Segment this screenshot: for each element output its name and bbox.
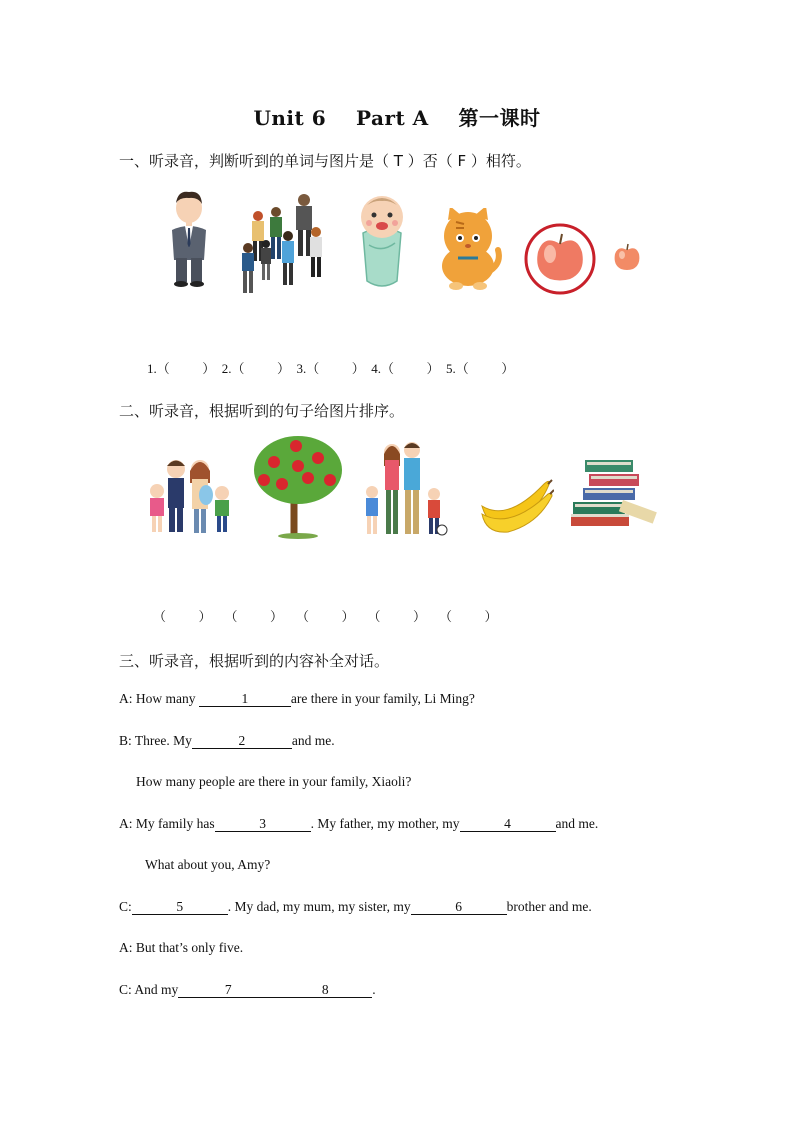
dialogue-line-7: [119, 940, 243, 956]
section-3-heading: 三、听录音，根据听到的内容补全对话。: [119, 652, 390, 670]
line-text: How many people are there in your family, Xiaoli?: [136, 774, 412, 789]
orange-cat-icon: [428, 208, 504, 290]
line-text: .: [372, 982, 376, 997]
blank-2[interactable]: 2: [192, 734, 292, 749]
dialogue-line-4: [119, 816, 598, 832]
line-text: A: But that’s only five.: [119, 940, 244, 955]
line-text: A: How many: [119, 691, 199, 706]
line-text: and me.: [555, 816, 599, 831]
line-text: A: My family has: [119, 816, 215, 831]
line-text: B: Three. My: [119, 733, 192, 748]
blank-7[interactable]: 7: [178, 983, 278, 998]
section-2-heading: 二、听录音，根据听到的句子给图片排序。: [119, 402, 405, 420]
line-text: C:: [119, 899, 132, 914]
blank-1[interactable]: 1: [199, 692, 291, 707]
line-text: are there in your family, Li Ming?: [290, 691, 475, 706]
baby-in-blanket-icon: [355, 193, 409, 289]
family-of-four-icon: [362, 440, 448, 540]
group-of-people-icon: [236, 192, 331, 298]
line-text: . My father, my mother, my: [310, 816, 460, 831]
line-text: and me.: [291, 733, 335, 748]
bananas-icon: [478, 478, 554, 536]
blank-4[interactable]: 4: [460, 817, 556, 832]
stack-of-books-icon: [563, 458, 661, 528]
big-family-icon: [144, 455, 236, 535]
blank-8[interactable]: 8: [278, 983, 372, 998]
line-text: What about you, Amy?: [145, 857, 271, 872]
dialogue-line-3: [136, 774, 411, 790]
blank-3[interactable]: 3: [215, 817, 311, 832]
blank-6[interactable]: 6: [411, 900, 507, 915]
line-text: C: And my: [119, 982, 179, 997]
dialogue-line-5: [145, 857, 270, 873]
man-in-suit-icon: [160, 188, 218, 288]
dialogue-line-1: [119, 691, 475, 707]
dialogue-line-2: [119, 733, 335, 749]
section-2-answers[interactable]: （ ） （ ） （ ） （ ） （ ）: [153, 609, 498, 624]
dialogue-line-8: [119, 982, 376, 998]
page-title: Unit 6 Part A 第一课时: [253, 106, 541, 130]
dialogue-line-6: [119, 899, 592, 915]
section-1-answers[interactable]: 1.（ ） 2.（ ） 3.（ ） 4.（ ） 5.（ ）: [147, 361, 515, 376]
blank-5[interactable]: 5: [132, 900, 228, 915]
line-text: . My dad, my mum, my sister, my: [227, 899, 411, 914]
small-apple-icon: [610, 241, 644, 275]
line-text: brother and me.: [506, 899, 592, 914]
big-apple-circled-icon: [522, 222, 598, 296]
section-1-heading: 一、听录音，判断听到的单词与图片是（ T ）否（ F ）相符。: [119, 152, 531, 170]
apple-tree-icon: [252, 432, 344, 540]
